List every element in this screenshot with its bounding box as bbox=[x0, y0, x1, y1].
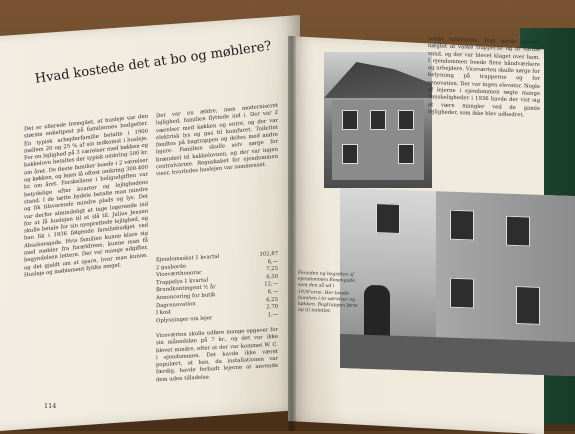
middle-column-text-bottom: Viceværten skulle udføre mange opgaver for sin månedsløn på 7 kr., og det var ikke blevet mindre, efter at der var kommet W. C. i ejendommen. Det havde ikke været populært, at han, da installationen var færdig, havde forbudt lejerne at anvende dem uden tilladelse. bbox=[156, 326, 278, 383]
window bbox=[450, 210, 474, 241]
roof-shape bbox=[324, 62, 432, 98]
page-number: 114 bbox=[44, 402, 57, 410]
door bbox=[516, 286, 540, 325]
table-row: Dagrenovation 6,25 bbox=[156, 296, 278, 309]
table-row: 2 gasborde 6,— bbox=[156, 258, 278, 271]
window bbox=[376, 203, 400, 234]
expense-table bbox=[156, 251, 278, 333]
table-row: Trappelys 1 kvartal 6,50 bbox=[156, 273, 278, 286]
window bbox=[342, 110, 358, 130]
table-row: Viceværthonorar 7,25 bbox=[156, 265, 278, 279]
table-row: I kost 2,70 bbox=[156, 303, 278, 317]
window bbox=[370, 110, 386, 130]
photo-caption: Forsiden og bagsiden af ejendommen Rosengade, som den så ud i 1930'erne. Her boede familien i to værelser og køkken. Bagtrappen førte op til toilettet. bbox=[298, 270, 358, 315]
courtyard-photo bbox=[340, 188, 575, 376]
window bbox=[342, 144, 358, 164]
middle-column-text-top: Det var en ældre, men moderniseret lejlighed, familien flyttede ind i. Der var 2 værelser med køkken og entré, og der var elektrisk lys og gas til komfuret. Toilettet fandtes på bagtrappen og deltes med andre lejere. Familien skulle selv sørge for brændsel til kakkelovnen, og der var ingen centralvarme. Regnskabet for ejendommen viser, hvorledes huslejen var sammensat. bbox=[156, 102, 278, 178]
window bbox=[506, 216, 530, 247]
right-column-text: vende toiletterne. Han havde senere nægtet at vaske trapperne og at varme vand, og der var blevet klaget over ham. I ejendommen boede flere håndværkere og arbejdere. Viceværten skulle sørge for belysning på trapperne og for renovation. Der var ingen elevator. Nogle af lejerne i ejendommen søgte mange vanskeligheder i 1936 havde der vist sig at være mangler ved de gamle lejligheder, som ikke blev udbedret. bbox=[428, 36, 540, 119]
table-row: Oplysninger om lejer 1,— bbox=[156, 311, 278, 324]
house-photo-top bbox=[324, 52, 432, 188]
book-gutter bbox=[288, 36, 296, 431]
chapter-title: Hvad kostede det at bo og møblere? bbox=[34, 38, 273, 87]
window bbox=[398, 144, 414, 164]
left-column-text: Det er allerede fremgået, at husleje var den største enkeltpost på familiernes budgetter. En typisk arbejderfamilie betalte i 1900 mellem 20 og 25 % af sin indkomst i husleje. For en lejlighed på 3 værelser med køkken og kakkelovn betaltes der typisk omkring 500 kr. om året. De fleste familier boede i 2 værelser og køkken, og lejen lå oftest omkring 300-400 kr. om året. Forskellene i boligudgiften var betydelige efter kvarter og lejlighedens stand. I de tætte bydele betalte man mindre og fik tilsvarende mindre plads og lys. Det var derfor almindeligt at tage logerende ind for at få huslejen til at slå til. Julius Jensen skulle betale for sin nyoprettede lejlighed, og han fik i 1936 følgende familiebudget ved Absalonsgade. Hvis familien kunne klare sig med møbler fra forældrene, kunne man få begyndelsen lettere. Der var mange udgifter, og det gjaldt om at spare, hvor man kunne. Husleje og møblement fyldte meget. bbox=[24, 113, 148, 279]
table-row: Brandkontingent ½ år 12,— bbox=[156, 281, 278, 294]
window bbox=[450, 278, 474, 309]
table-row: Annoncering for butik 6,— bbox=[156, 288, 278, 302]
window bbox=[398, 110, 414, 130]
table-row: Ejendomsskat 1 kvartal 102,87 bbox=[156, 250, 278, 264]
